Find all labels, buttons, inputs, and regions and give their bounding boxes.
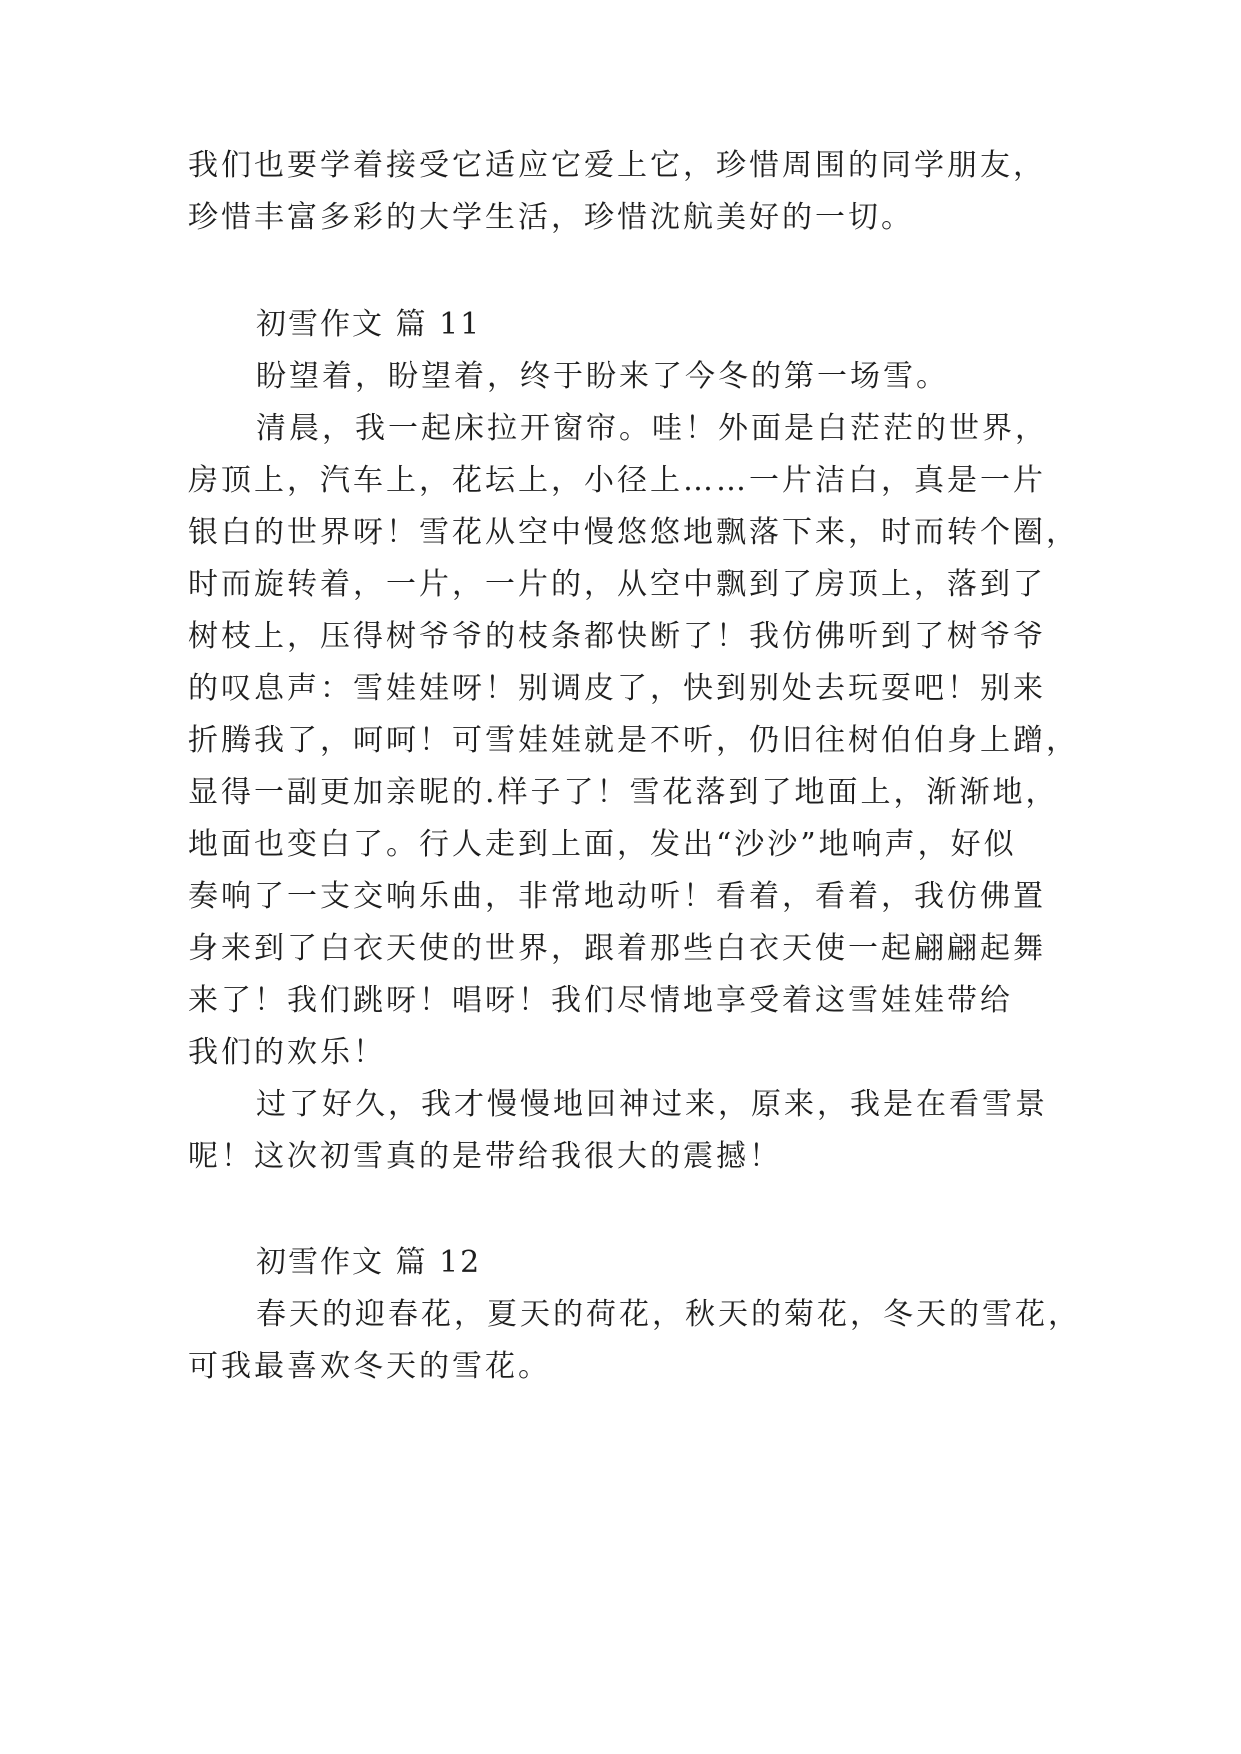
paragraph-line: 我们的欢乐！ — [188, 1035, 386, 1070]
paragraph-line: 春天的迎春花，夏天的荷花，秋天的菊花，冬天的雪花， — [256, 1297, 1081, 1332]
paragraph-line: 房顶上，汽车上，花坛上，小径上……一片洁白，真是一片 — [188, 463, 1046, 498]
section-heading-11: 初雪作文 篇 11 — [256, 307, 482, 342]
paragraph-line: 清晨，我一起床拉开窗帘。哇！外面是白茫茫的世界， — [256, 411, 1048, 446]
paragraph-line: 显得一副更加亲昵的.样子了！雪花落到了地面上，渐渐地， — [188, 775, 1059, 810]
paragraph-line: 时而旋转着，一片，一片的，从空中飘到了房顶上，落到了 — [188, 567, 1046, 602]
paragraph-line: 身来到了白衣天使的世界，跟着那些白衣天使一起翩翩起舞 — [188, 931, 1046, 966]
paragraph-line: 地面也变白了。行人走到上面，发出“沙沙”地响声，好似 — [188, 827, 1017, 862]
section-heading-12: 初雪作文 篇 12 — [256, 1245, 482, 1280]
paragraph-line: 盼望着，盼望着，终于盼来了今冬的第一场雪。 — [256, 359, 949, 394]
paragraph-line: 珍惜丰富多彩的大学生活，珍惜沈航美好的一切。 — [188, 200, 914, 235]
paragraph-line: 来了！我们跳呀！唱呀！我们尽情地享受着这雪娃娃带给 — [188, 983, 1013, 1018]
paragraph-line: 树枝上，压得树爷爷的枝条都快断了！我仿佛听到了树爷爷 — [188, 619, 1046, 654]
paragraph-line: 呢！这次初雪真的是带给我很大的震撼！ — [188, 1139, 782, 1174]
paragraph-line: 可我最喜欢冬天的雪花。 — [188, 1349, 551, 1384]
paragraph-line: 奏响了一支交响乐曲，非常地动听！看着，看着，我仿佛置 — [188, 879, 1046, 914]
paragraph-line: 过了好久，我才慢慢地回神过来，原来，我是在看雪景 — [256, 1087, 1048, 1122]
paragraph-line: 我们也要学着接受它适应它爱上它，珍惜周围的同学朋友， — [188, 148, 1046, 183]
paragraph-line: 的叹息声：雪娃娃呀！别调皮了，快到别处去玩耍吧！别来 — [188, 671, 1046, 706]
paragraph-line: 折腾我了，呵呵！可雪娃娃就是不听，仍旧往树伯伯身上蹭， — [188, 723, 1079, 758]
paragraph-line: 银白的世界呀！雪花从空中慢悠悠地飘落下来，时而转个圈， — [188, 515, 1079, 550]
